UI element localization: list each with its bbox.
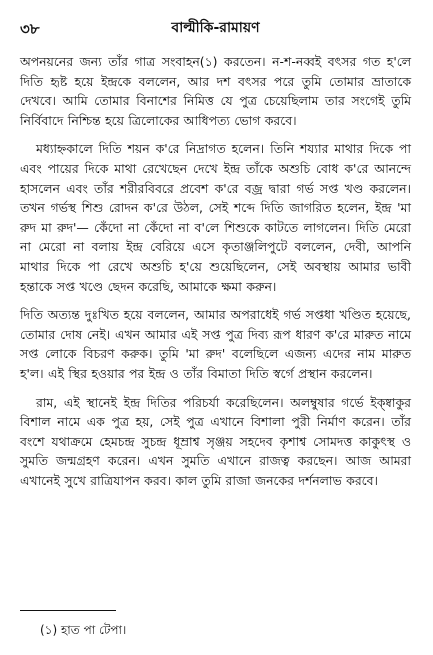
- paragraph-1: অপনয়নের জন্য তাঁর গাত্র সংবাহন(১) করতেন। ন-শ-নব্বই বৎসর গত হ'লে দিতি হৃষ্ট হয়ে ইন্দ্রকে বললেন, আর দশ বৎসর পরে তুমি তোমার ভ্রাতাকে দেখবে। আমি তোমার বিনাশের নিমিত্ত যে পুত্র চেয়েছিলাম তার সংগেই তুমি নির্বিবাদে নিশ্চিন্ত হয়ে ত্রিলোকের আধিপত্য ভোগ করবে।: [20, 54, 411, 128]
- paragraph-2: মধ্যাহ্নকালে দিতি শয়ন ক'রে নিদ্রাগত হলেন। তিনি শয্যার মাথার দিকে পা এবং পায়ের দিকে মাথা রেখেছেন দেখে ইন্দ্র তাঁকে অশুচি বোধ ক'রে আনন্দে হাসলেন এবং তাঁর শরীরবিবরে প্রবেশ ক'রে বজ্র দ্বারা গর্ভ সপ্ত খণ্ড করলেন। তখন গর্ভস্থ শিশু রোদন ক'রে উঠল, সেই শব্দে দিতি জাগরিত হলেন, ইন্দ্র 'মা রুদ মা রুদ'— কেঁদো না কেঁদো না ব'লে শিশুকে কাটতে লাগলেন। দিতি মেরো না মেরো না বলায় ইন্দ্র বেরিয়ে এসে কৃতাঞ্জলিপুটে বললেন, দেবী, আপনি মাথার দিকে পা রেখে অশুচি হ'য়ে শুয়েছিলেন, সেই অবস্থায় আমার ভাবী হন্তাকে সপ্ত খণ্ডে ছেদন করেছি, আমাকে ক্ষমা করুন।: [20, 141, 411, 294]
- running-title: বাল্মীকি-রামায়ণ: [171, 20, 260, 36]
- page-header: [20, 0, 411, 40]
- body-text: [20, 52, 411, 490]
- paragraph-3: দিতি অত্যন্ত দুঃখিত হয়ে বললেন, আমার অপরাধেই গর্ভ সপ্তধা খণ্ডিত হয়েছে, তোমার দোষ নেই। এখন আমার এই সপ্ত পুত্র দিব্য রূপ ধারণ ক'রে মারুত নামে সপ্ত লোকে বিচরণ করুক। তুমি 'মা রুদ' বলেছিলে এজন্য এদের নাম মারুত হ'ল। এই স্থির হওয়ার পর ইন্দ্র ও তাঁর বিমাতা দিতি স্বর্গে প্রস্থান করলেন।: [20, 307, 411, 381]
- footnote-divider: [20, 610, 116, 611]
- paragraph-4: রাম, এই স্থানেই ইন্দ্র দিতির পরিচর্যা করেছিলেন। অলম্বুষার গর্ভে ইক্ষ্বাকুর বিশাল নামে এক পুত্র হয়, সেই পুত্র এখানে বিশালা পুরী নির্মাণ করেন। তাঁর বংশে যথাক্রমে হেমচন্দ্র সুচন্দ্র ধূম্রাশ্ব সৃঞ্জয় সহদেব কৃশাশ্ব সোমদত্ত কাকুৎস্থ ও সুমতি জন্মগ্রহণ করেন। এখন সুমতি এখানে রাজত্ব করছেন। আজ আমরা এখানেই সুখে রাত্রিযাপন করব। কাল তুমি রাজা জনকের দর্শনলাভ করবে।: [20, 394, 411, 488]
- page-number: ৩৮: [20, 20, 40, 38]
- footnote: (১) হাত পা টেপা।: [40, 623, 127, 637]
